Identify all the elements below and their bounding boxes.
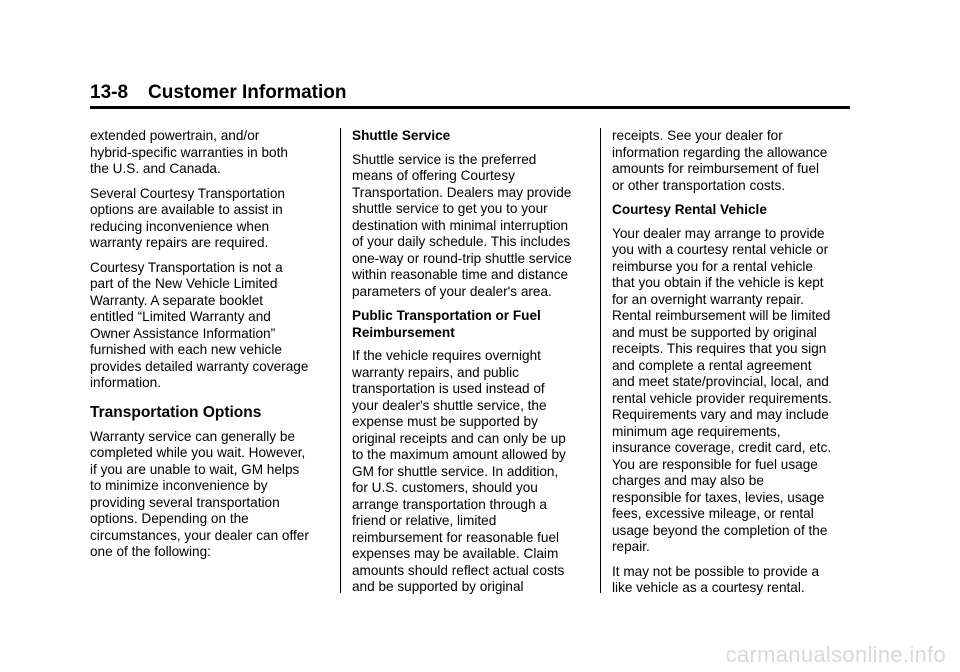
section-heading	[90, 404, 330, 422]
text-line: reimbursement for reasonable fuel	[352, 529, 560, 545]
text-line: reimburse you for a rental vehicle	[612, 258, 813, 274]
text-line: amounts should reflect actual costs	[352, 562, 565, 578]
text-line: you with a courtesy rental vehicle or	[612, 242, 829, 257]
text-line: one of the following:	[90, 544, 211, 559]
text-line: or other transportation costs.	[612, 177, 786, 193]
text-line: the U.S. and Canada.	[90, 161, 221, 176]
watermark-text[interactable]: carmanualsonline.info	[725, 642, 946, 667]
text-line: expenses may be available. Claim	[352, 546, 559, 561]
column-divider	[340, 128, 341, 593]
body-paragraph	[90, 128, 330, 178]
text-line: Warranty service can generally be	[90, 428, 296, 444]
text-line: like vehicle as a courtesy rental.	[612, 580, 805, 595]
text-line: Your dealer may arrange to provide	[612, 225, 825, 241]
text-line: to the maximum amount allowed by	[352, 447, 566, 462]
text-line: Courtesy Rental Vehicle	[612, 202, 767, 217]
text-line: repair.	[612, 539, 650, 554]
body-paragraph	[612, 128, 852, 194]
section-title: Customer Information	[148, 82, 347, 103]
body-paragraph	[612, 226, 852, 556]
text-line: amounts for reimbursement of fuel	[612, 161, 820, 176]
body-paragraph	[612, 564, 852, 597]
text-line: information regarding the allowance	[612, 144, 828, 160]
text-line: expense must be supported by	[352, 414, 538, 429]
text-line: charges and may also be	[612, 473, 764, 488]
text-line: and must be supported by original	[612, 324, 817, 340]
text-line: You are responsible for fuel usage	[612, 456, 818, 472]
text-line: Requirements vary and may include	[612, 407, 829, 422]
body-paragraph	[90, 186, 330, 252]
text-line: warranty repairs, and public	[352, 364, 519, 380]
text-line: fees, excessive mileage, or rental	[612, 506, 814, 521]
text-line: reducing inconvenience when	[90, 218, 270, 234]
body-paragraph	[90, 429, 330, 561]
body-paragraph	[352, 152, 592, 301]
text-line: within reasonable time and distance	[352, 267, 569, 282]
text-line: warranty repairs are required.	[90, 235, 269, 250]
text-line: and meet state/provincial, local, and	[612, 374, 829, 389]
text-line: means of offering Courtesy	[352, 168, 515, 183]
text-line: usage beyond the completion of the	[612, 522, 828, 538]
text-line: Owner Assistance Information”	[90, 325, 276, 341]
text-line: circumstances, your dealer can offer	[90, 527, 309, 543]
text-line: Reimbursement	[352, 324, 455, 340]
subsection-heading	[352, 308, 592, 341]
text-line: GM for shuttle service. In addition,	[352, 463, 559, 479]
text-line: shuttle service to get you to your	[352, 201, 548, 216]
text-line: entitled “Limited Warranty and	[90, 309, 271, 324]
text-line: insurance coverage, credit card, etc.	[612, 440, 832, 455]
text-line: providing several transportation	[90, 494, 280, 510]
text-line: destination with minimal interruption	[352, 217, 569, 233]
page-header	[90, 80, 850, 109]
text-line: Transportation. Dealers may provide	[352, 184, 572, 200]
text-column-1	[90, 128, 330, 569]
text-line: If the vehicle requires overnight	[352, 348, 541, 363]
subsection-heading	[612, 202, 852, 219]
page-title	[90, 82, 346, 104]
subsection-heading	[352, 128, 592, 145]
text-line: receipts. This requires that you sign	[612, 341, 827, 356]
text-line: parameters of your dealer's area.	[352, 283, 552, 299]
text-line: hybrid-specific warranties in both	[90, 144, 288, 160]
text-line: receipts. See your dealer for	[612, 128, 783, 143]
text-line: and complete a rental agreement	[612, 357, 812, 373]
body-paragraph	[352, 348, 592, 596]
text-line: Rental reimbursement will be limited	[612, 308, 831, 323]
text-line: one-way or round-trip shuttle service	[352, 250, 572, 266]
text-line: furnished with each new vehicle	[90, 342, 282, 357]
text-line: minimum age requirements,	[612, 423, 781, 439]
text-line: of your daily schedule. This includes	[352, 234, 571, 249]
text-column-3	[612, 128, 852, 605]
text-line: extended powertrain, and/or	[90, 128, 260, 143]
text-line: original receipts and can only be up	[352, 430, 566, 446]
text-line: provides detailed warranty coverage	[90, 358, 309, 374]
text-line: Several Courtesy Transportation	[90, 185, 285, 201]
text-line: arrange transportation through a	[352, 496, 547, 512]
text-line: Warranty. A separate booklet	[90, 292, 264, 308]
text-line: completed while you wait. However,	[90, 445, 306, 460]
text-line: to minimize inconvenience by	[90, 478, 268, 493]
text-line: Courtesy Transportation is not a	[90, 259, 283, 275]
text-line: rental vehicle provider requirements.	[612, 390, 832, 406]
text-line: that you obtain if the vehicle is kept	[612, 275, 824, 290]
text-line: part of the New Vehicle Limited	[90, 276, 278, 291]
body-paragraph	[90, 260, 330, 392]
text-line: transportation is used instead of	[352, 381, 545, 396]
text-line: Public Transportation or Fuel	[352, 308, 541, 323]
text-line: if you are unable to wait, GM helps	[90, 461, 300, 477]
text-line: for U.S. customers, should you	[352, 480, 538, 495]
text-line: It may not be possible to provide a	[612, 563, 820, 579]
text-line: options are available to assist in	[90, 202, 283, 217]
text-line: and be supported by original	[352, 579, 524, 594]
text-line: Shuttle Service	[352, 128, 451, 143]
page-number: 13-8	[90, 82, 129, 103]
column-divider	[600, 128, 601, 593]
text-column-2	[352, 128, 592, 604]
text-line: for an overnight warranty repair.	[612, 291, 804, 307]
text-line: options. Depending on the	[90, 511, 249, 526]
text-line: friend or relative, limited	[352, 513, 497, 528]
text-line: information.	[90, 375, 162, 390]
text-line: responsible for taxes, levies, usage	[612, 489, 825, 505]
text-line: Shuttle service is the preferred	[352, 151, 537, 167]
text-line: your dealer's shuttle service, the	[352, 397, 547, 413]
text-line: Transportation Options	[90, 403, 262, 421]
